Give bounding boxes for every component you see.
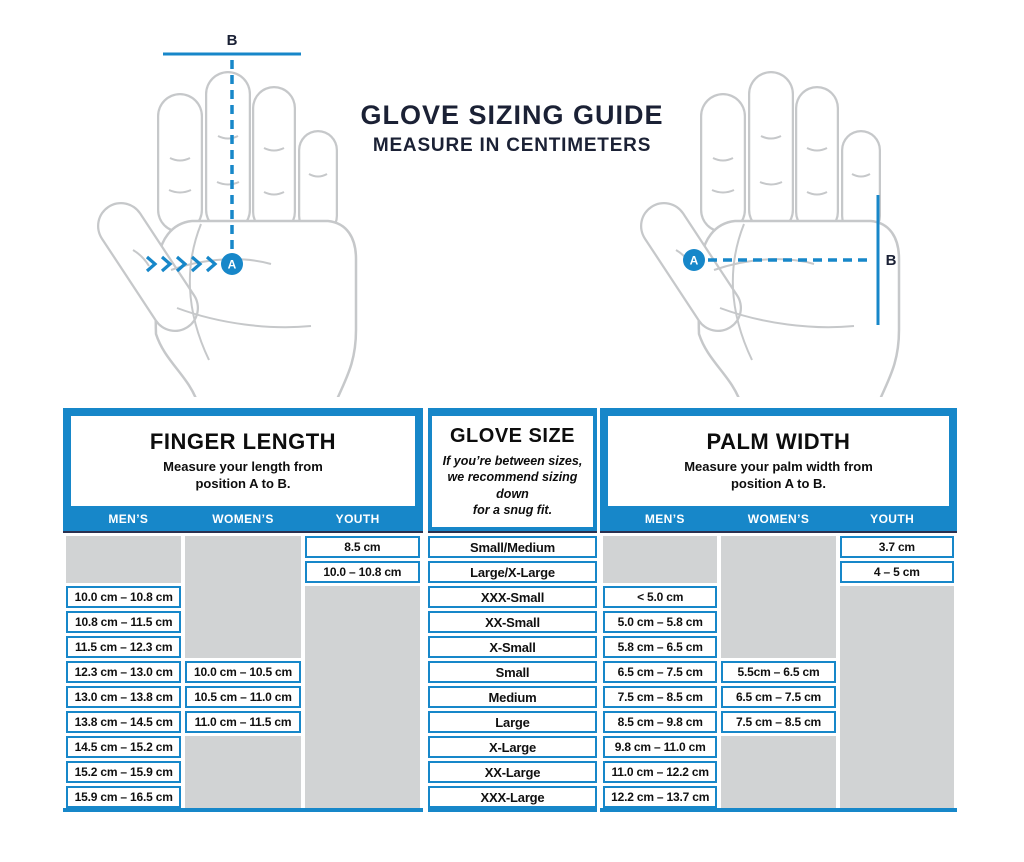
table-cell: 4 – 5 cm	[840, 561, 954, 583]
table-cell: 11.0 cm – 12.2 cm	[603, 761, 717, 783]
finger-length-youth-column	[305, 536, 420, 808]
column-header-youth: YOUTH	[335, 511, 380, 526]
glove-size-header	[428, 408, 597, 533]
table-cell: 5.0 cm – 5.8 cm	[603, 611, 717, 633]
table-cell: 7.5 cm – 8.5 cm	[603, 686, 717, 708]
panel-bottom-bar	[600, 808, 957, 812]
table-cell: 9.8 cm – 11.0 cm	[603, 736, 717, 758]
table-cell: 7.5 cm – 8.5 cm	[721, 711, 835, 733]
size-cell: Large	[428, 711, 597, 733]
glove-size-title: GLOVE SIZE	[449, 424, 576, 447]
point-b-label: B	[226, 32, 238, 49]
finger-length-womens-column	[185, 536, 300, 808]
size-cell: Small/Medium	[428, 536, 597, 558]
finger-length-title: FINGER LENGTH	[149, 429, 337, 455]
finger-length-header	[63, 408, 423, 533]
palm-width-header	[600, 408, 957, 533]
palm-width-youth-column	[840, 536, 954, 808]
size-cell: XXX-Small	[428, 586, 597, 608]
table-cell: 3.7 cm	[840, 536, 954, 558]
size-cell: XX-Small	[428, 611, 597, 633]
table-cell: 13.8 cm – 14.5 cm	[66, 711, 181, 733]
left-hand-diagram	[85, 12, 395, 397]
palm-width-subtitle: Measure your palm width from position A to B.	[684, 459, 873, 491]
table-cell: 6.5 cm – 7.5 cm	[603, 661, 717, 683]
panel-bottom-bar	[63, 808, 423, 812]
empty-cells	[305, 586, 420, 808]
point-b-label: B	[885, 252, 897, 269]
size-cell: XX-Large	[428, 761, 597, 783]
palm-width-mens-column	[603, 536, 717, 808]
table-cell: 5.5cm – 6.5 cm	[721, 661, 835, 683]
column-header-womens: WOMEN’S	[212, 511, 274, 526]
column-header-mens: MEN’S	[108, 511, 149, 526]
empty-cells	[840, 586, 954, 808]
table-cell: 15.2 cm – 15.9 cm	[66, 761, 181, 783]
table-cell: 13.0 cm – 13.8 cm	[66, 686, 181, 708]
palm-width-panel	[600, 408, 957, 812]
empty-cells	[721, 736, 835, 808]
empty-cells	[721, 536, 835, 658]
panel-bottom-bar	[428, 808, 597, 812]
column-header-mens: MEN’S	[644, 511, 685, 526]
right-hand-diagram	[628, 12, 938, 397]
column-header-womens: WOMEN’S	[747, 511, 810, 526]
glove-size-column	[428, 536, 597, 808]
empty-cells	[185, 736, 300, 808]
table-cell: 6.5 cm – 7.5 cm	[721, 686, 835, 708]
empty-cells	[603, 536, 717, 583]
size-cell: XXX-Large	[428, 786, 597, 808]
palm-width-womens-column	[721, 536, 835, 808]
size-cell: X-Small	[428, 636, 597, 658]
table-cell: 10.0 cm – 10.5 cm	[185, 661, 300, 683]
table-cell: < 5.0 cm	[603, 586, 717, 608]
glove-size-panel	[428, 408, 597, 812]
palm-width-title: PALM WIDTH	[706, 429, 851, 455]
point-a-label: A	[227, 257, 237, 272]
table-cell: 8.5 cm	[305, 536, 420, 558]
table-cell: 11.0 cm – 11.5 cm	[185, 711, 300, 733]
empty-cells	[185, 536, 300, 658]
table-cell: 10.0 – 10.8 cm	[305, 561, 420, 583]
palm-width-column-headers	[608, 506, 949, 531]
table-cell: 8.5 cm – 9.8 cm	[603, 711, 717, 733]
empty-cells	[66, 536, 181, 583]
size-cell: Large/X-Large	[428, 561, 597, 583]
size-cell: X-Large	[428, 736, 597, 758]
table-cell: 5.8 cm – 6.5 cm	[603, 636, 717, 658]
table-cell: 11.5 cm – 12.3 cm	[66, 636, 181, 658]
table-cell: 10.8 cm – 11.5 cm	[66, 611, 181, 633]
table-cell: 15.9 cm – 16.5 cm	[66, 786, 181, 808]
size-cell: Medium	[428, 686, 597, 708]
page-title-line2: MEASURE IN CENTIMETERS	[372, 135, 652, 156]
table-cell: 12.2 cm – 13.7 cm	[603, 786, 717, 808]
point-a-label: A	[689, 253, 699, 268]
table-cell: 14.5 cm – 15.2 cm	[66, 736, 181, 758]
column-header-youth: YOUTH	[870, 511, 915, 526]
table-cell: 10.0 cm – 10.8 cm	[66, 586, 181, 608]
finger-length-column-headers	[71, 506, 415, 531]
finger-length-subtitle: Measure your length from position A to B.	[163, 459, 323, 491]
table-cell: 12.3 cm – 13.0 cm	[66, 661, 181, 683]
table-cell: 10.5 cm – 11.0 cm	[185, 686, 300, 708]
finger-length-panel	[63, 408, 423, 812]
glove-size-note: If you’re between sizes, we recommend sizing down for a snug fit.	[442, 453, 583, 517]
page-title-line1: GLOVE SIZING GUIDE	[360, 100, 664, 130]
finger-length-mens-column	[66, 536, 181, 808]
size-cell: Small	[428, 661, 597, 683]
